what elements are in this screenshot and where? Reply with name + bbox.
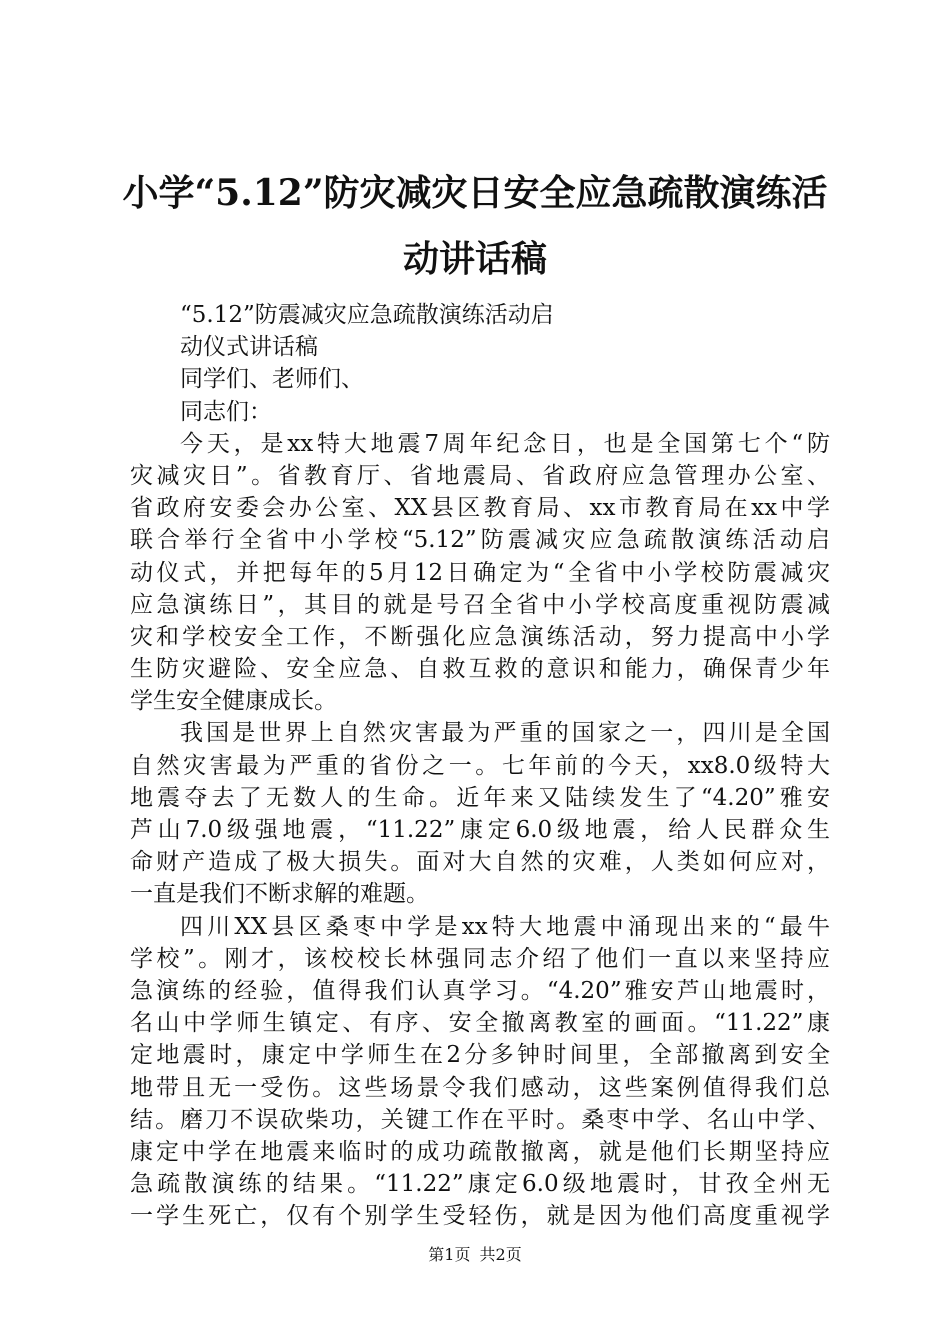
body-line: 地带且无一受伤。这些场景令我们感动，这些案例值得我们总 xyxy=(130,1074,830,1101)
body-line: 生防灾避险、安全应急、自救互救的意识和能力，确保青少年 xyxy=(130,656,830,683)
body-line: 学生安全健康成长。 xyxy=(130,688,337,715)
body-line: 结。磨刀不误砍柴功，关键工作在平时。桑枣中学、名山中学、 xyxy=(130,1106,830,1133)
page-total: 共2页 xyxy=(479,1245,522,1264)
body-line: 一直是我们不断求解的难题。 xyxy=(130,881,429,908)
body-line: 地震夺去了无数人的生命。近年来又陆续发生了“4.20”雅安 xyxy=(130,784,830,811)
body-line: 一学生死亡，仅有个别学生受轻伤，就是因为他们高度重视学 xyxy=(130,1203,830,1230)
body-line: 命财产造成了极大损失。面对大自然的灾难，人类如何应对， xyxy=(130,849,830,876)
body-line: 联合举行全省中小学校“5.12”防震减灾应急疏散演练活动启 xyxy=(130,527,830,554)
body-line: 我国是世界上自然灾害最为严重的国家之一，四川是全国 xyxy=(180,720,830,747)
body-line: 学校”。刚才，该校校长林强同志介绍了他们一直以来坚持应 xyxy=(130,945,830,972)
body-line: 灾减灾日”。省教育厅、省地震局、省政府应急管理办公室、 xyxy=(130,462,830,489)
body-line: 四川XX县区桑枣中学是xx特大地震中涌现出来的“最牛 xyxy=(180,913,830,940)
body-line: 灾和学校安全工作，不断强化应急演练活动，努力提高中小学 xyxy=(130,623,830,650)
document-title xyxy=(100,160,850,292)
body-line: 今天，是xx特大地震7周年纪念日，也是全国第七个“防 xyxy=(180,430,830,457)
body-line: 动仪式讲话稿 xyxy=(180,334,318,361)
page-number: 第1页 xyxy=(428,1245,471,1264)
body-line: 同志们： xyxy=(180,398,272,425)
body-line: 同学们、老师们、 xyxy=(180,366,364,393)
title-line-2: 动讲话稿 xyxy=(402,238,547,280)
body-line: 自然灾害最为严重的省份之一。七年前的今天，xx8.0级特大 xyxy=(130,752,830,779)
body-line: 名山中学师生镇定、有序、安全撤离教室的画面。“11.22”康 xyxy=(130,1010,830,1037)
document-body xyxy=(130,299,830,1232)
body-line: 动仪式，并把每年的5月12日确定为“全省中小学校防震减灾 xyxy=(130,559,830,586)
body-line: 康定中学在地震来临时的成功疏散撤离，就是他们长期坚持应 xyxy=(130,1138,830,1165)
body-line: “5.12”防震减灾应急疏散演练活动启 xyxy=(180,302,554,328)
body-line: 定地震时，康定中学师生在2分多钟时间里，全部撤离到安全 xyxy=(130,1042,830,1069)
body-line: 芦山7.0级强地震，“11.22”康定6.0级地震，给人民群众生 xyxy=(130,817,830,843)
body-line: 省政府安委会办公室、XX县区教育局、xx市教育局在xx中学 xyxy=(130,495,830,522)
body-line: 应急演练日”，其目的就是号召全省中小学校高度重视防震减 xyxy=(130,591,830,618)
page-footer xyxy=(0,1244,950,1266)
body-line: 急疏散演练的结果。“11.22”康定6.0级地震时，甘孜全州无 xyxy=(130,1171,830,1198)
body-line: 急演练的经验，值得我们认真学习。“4.20”雅安芦山地震时， xyxy=(130,977,830,1004)
title-line-1: 小学“5.12”防灾减灾日安全应急疏散演练活 xyxy=(122,172,828,214)
